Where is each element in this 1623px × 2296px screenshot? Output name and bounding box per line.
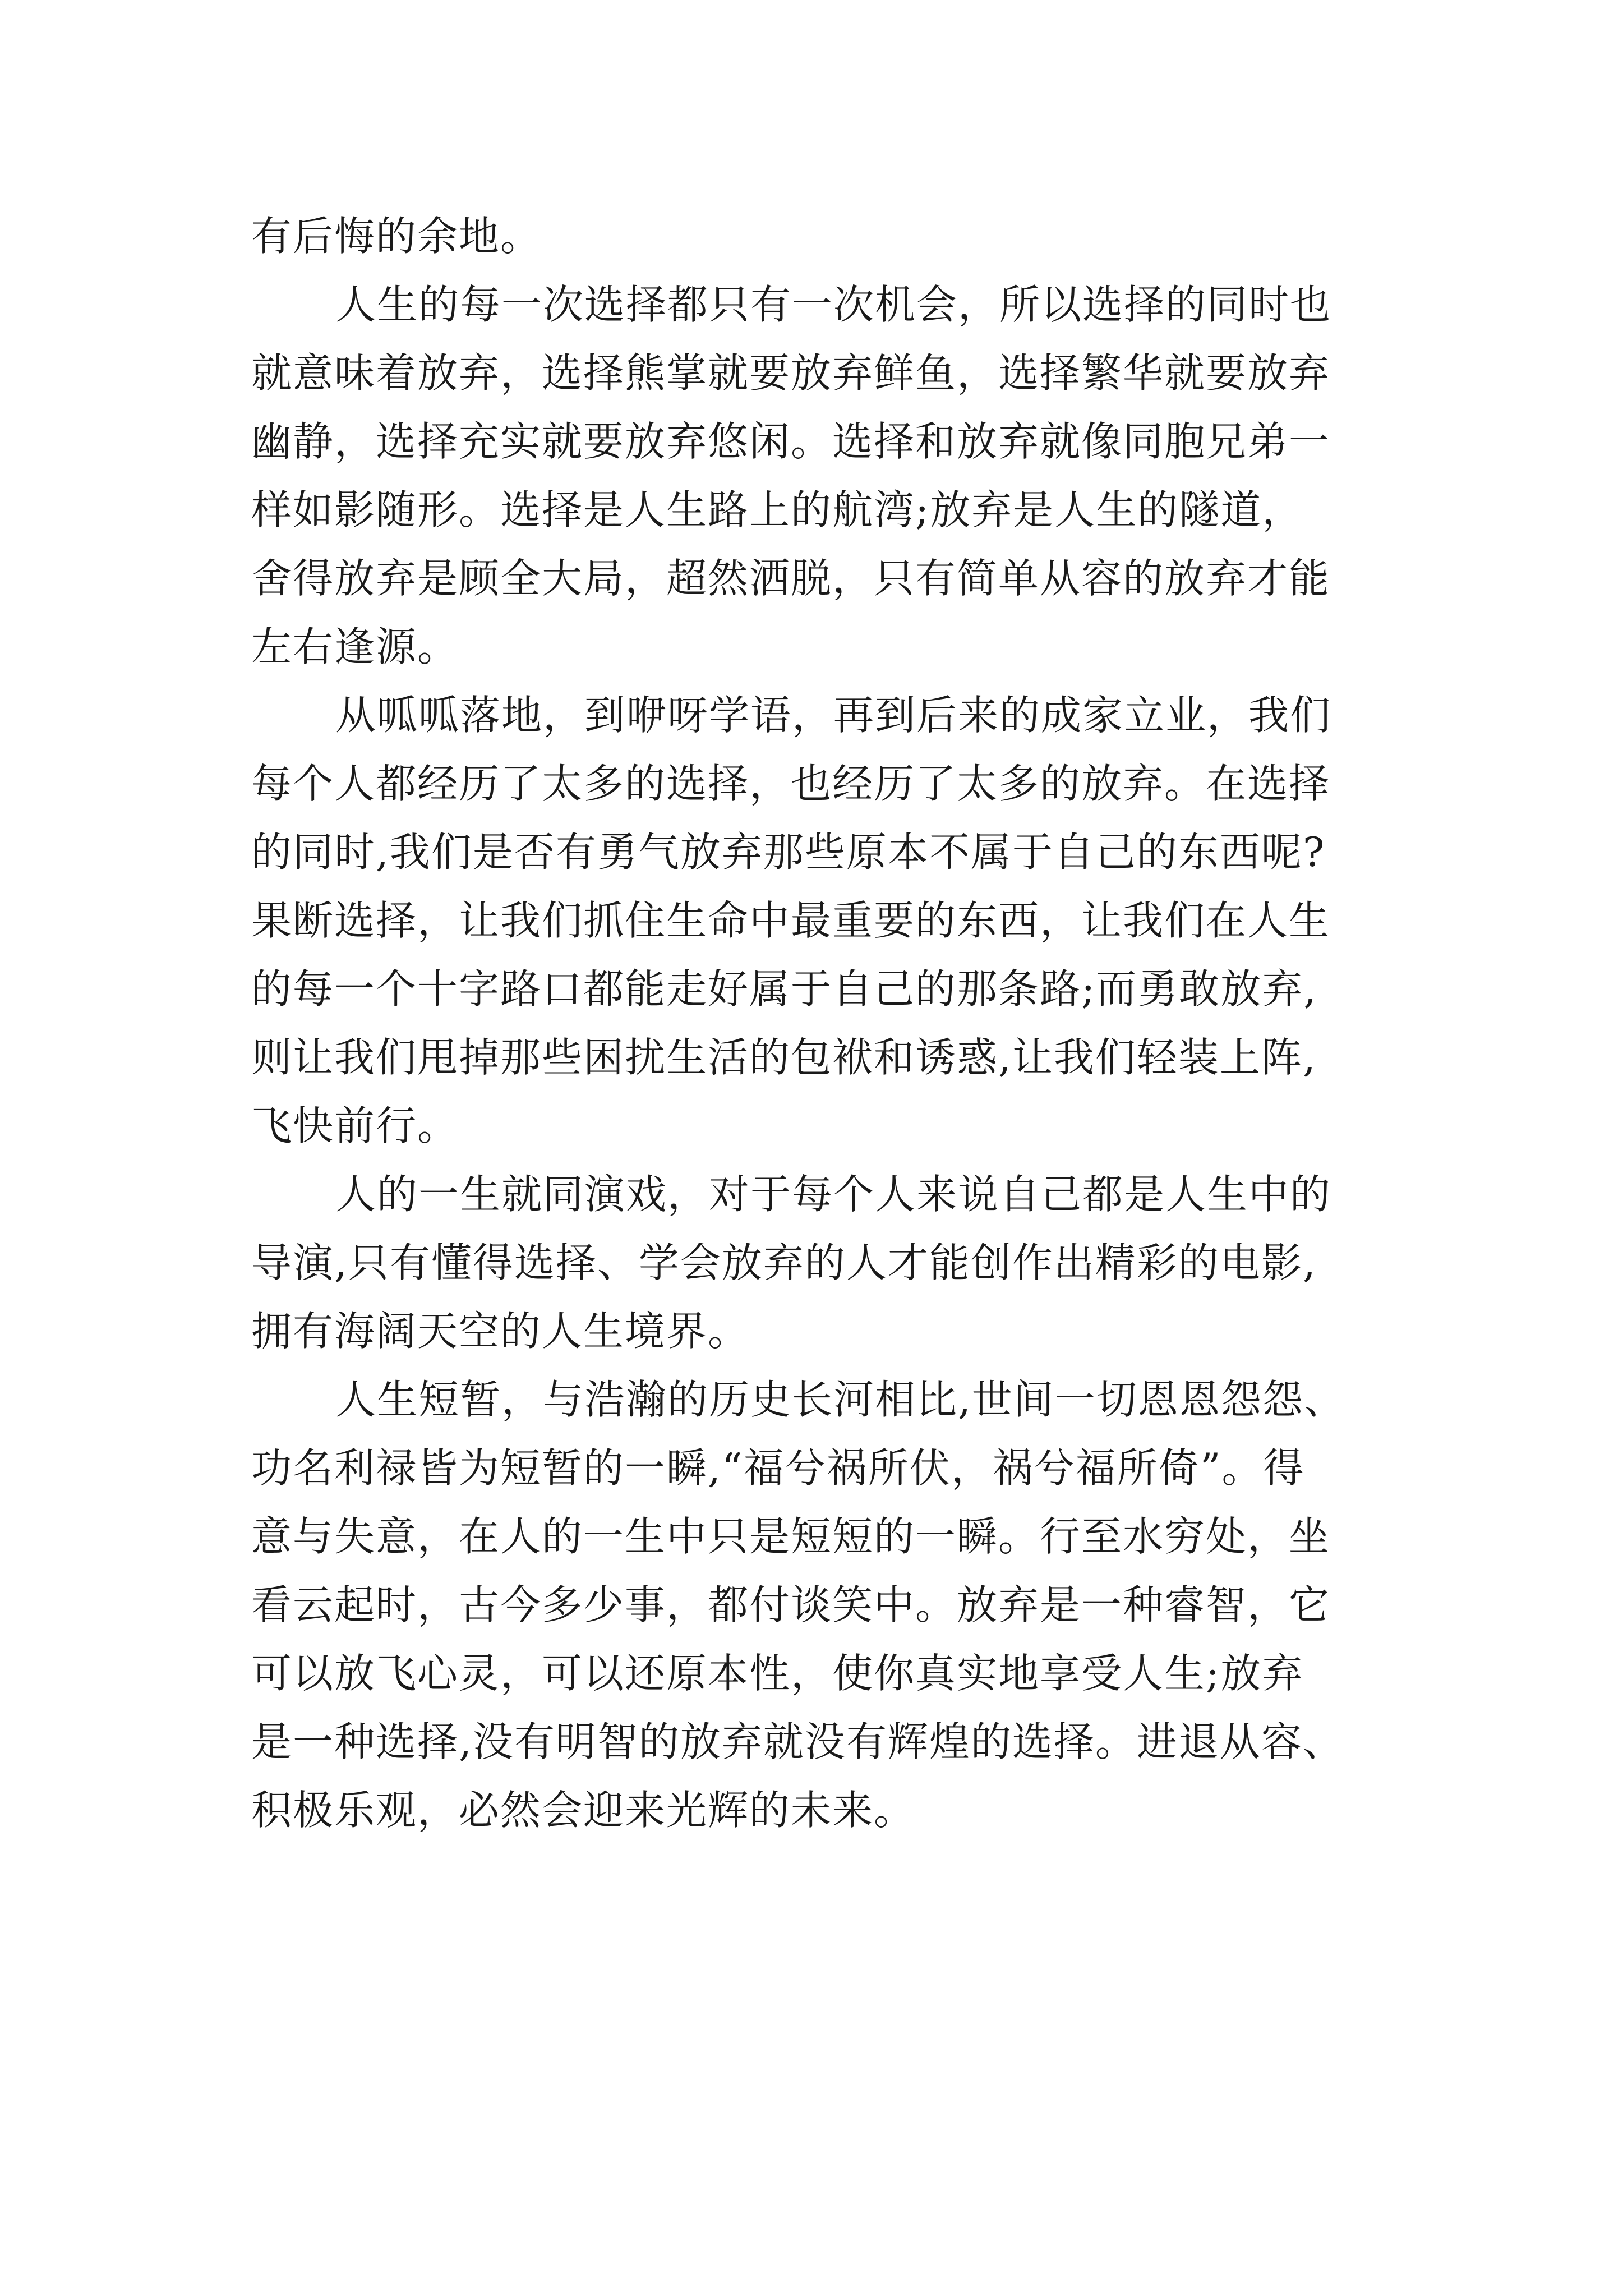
text-line: 人生短暂，与浩瀚的历史长河相比,世间一切恩恩怨怨、: [335, 1376, 1345, 1423]
text-line: 飞快前行。: [251, 1102, 459, 1149]
text-line: 样如影随形。选择是人生路上的航湾;放弃是人生的隧道，: [251, 486, 1304, 533]
text-line: 可以放飞心灵，可以还原本性，使你真实地享受人生;放弃: [251, 1650, 1304, 1697]
text-line: 舍得放弃是顾全大局，超然洒脱，只有简单从容的放弃才能: [251, 555, 1331, 602]
body-text: [251, 202, 1395, 1844]
text-line: 看云起时，古今多少事，都付谈笑中。放弃是一种睿智，它: [251, 1581, 1331, 1628]
text-line: 每个人都经历了太多的选择，也经历了太多的放弃。在选择: [251, 760, 1331, 807]
text-line: 则让我们甩掉那些困扰生活的包袱和诱惑,让我们轻装上阵,: [251, 1034, 1317, 1081]
text-line: 从呱呱落地，到咿呀学语，再到后来的成家立业，我们: [335, 692, 1332, 739]
text-line: 的每一个十字路口都能走好属于自己的那条路;而勇敢放弃,: [251, 965, 1318, 1013]
text-line: 人生的每一次选择都只有一次机会，所以选择的同时也: [335, 281, 1332, 328]
text-line: 是一种选择,没有明智的放弃就没有辉煌的选择。进退从容、: [251, 1718, 1344, 1765]
text-line: 人的一生就同演戏，对于每个人来说自己都是人生中的: [335, 1171, 1332, 1218]
text-line: 意与失意，在人的一生中只是短短的一瞬。行至水穷处，坐: [251, 1513, 1331, 1560]
text-line: 有后悔的余地。: [251, 213, 542, 260]
text-line: 积极乐观，必然会迎来光辉的未来。: [251, 1787, 916, 1834]
text-line: 幽静，选择充实就要放弃悠闲。选择和放弃就像同胞兄弟一: [251, 418, 1331, 465]
text-line: 拥有海阔天空的人生境界。: [251, 1308, 750, 1355]
text-line: 果断选择，让我们抓住生命中最重要的东西，让我们在人生: [251, 897, 1331, 944]
text-line: 就意味着放弃，选择熊掌就要放弃鲜鱼，选择繁华就要放弃: [251, 349, 1331, 397]
text-line: 的同时,我们是否有勇气放弃那些原本不属于自己的东西呢?: [251, 829, 1326, 876]
text-line: 导演,只有懂得选择、学会放弃的人才能创作出精彩的电影,: [251, 1239, 1317, 1286]
text-line: 左右逢源。: [251, 623, 459, 670]
text-line: 功名利禄皆为短暂的一瞬,“福兮祸所伏，祸兮福所倚”。得: [251, 1444, 1305, 1492]
